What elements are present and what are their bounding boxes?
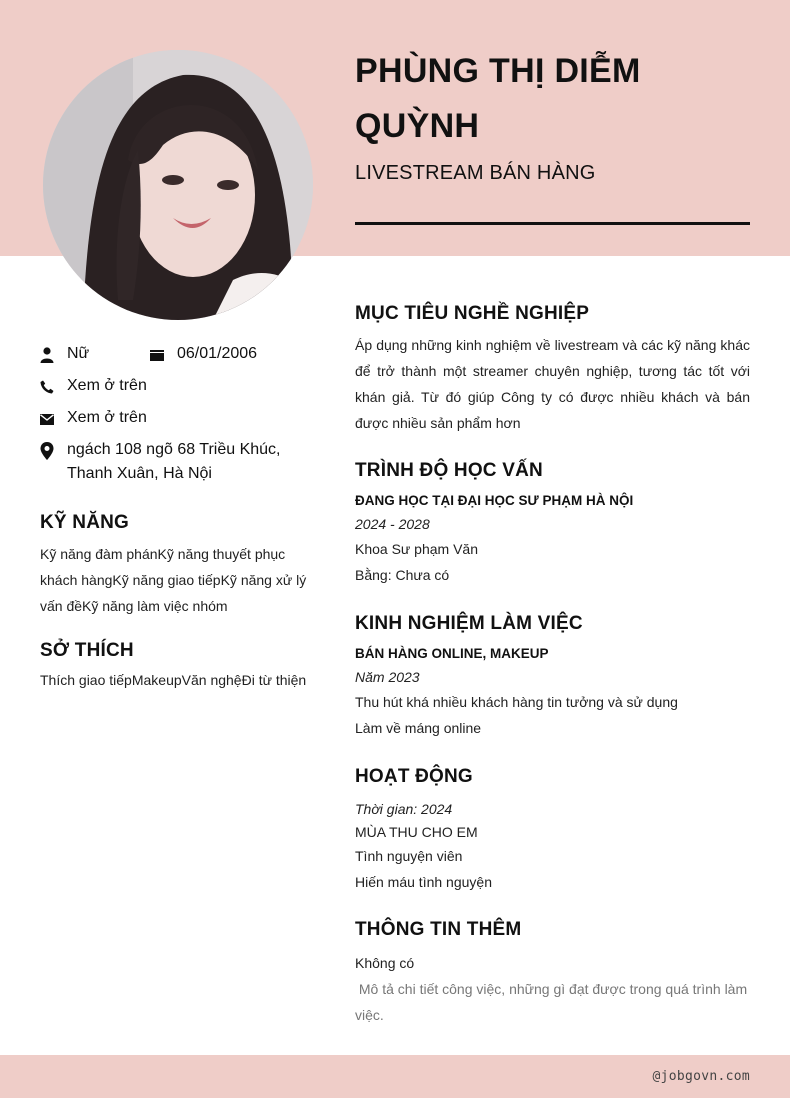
- school-name: ĐANG HỌC TẠI ĐẠI HỌC SƯ PHẠM HÀ NỘI: [355, 493, 634, 508]
- activities-time: Thời gian: 2024: [355, 801, 453, 817]
- phone-icon: [40, 379, 54, 395]
- address-row: [40, 441, 300, 486]
- email-value: Xem ở trên: [67, 409, 147, 426]
- activities-heading: HOẠT ĐỘNG: [355, 766, 473, 787]
- activities-line-2: Hiến máu tình nguyện: [355, 874, 492, 890]
- skills-text: Kỹ năng đàm phánKỹ năng thuyết phục khách hàngKỹ năng giao tiếpKỹ năng xử lý vấn đềKỹ năng làm việc nhóm: [40, 546, 307, 614]
- experience-heading: KINH NGHIỆM LÀM VIỆC: [355, 613, 583, 634]
- experience-line-2: Làm về máng online: [355, 720, 482, 736]
- title-divider: [355, 222, 750, 225]
- skills-section: [40, 511, 315, 619]
- footer-brand: @jobgovn.com: [652, 1069, 750, 1084]
- hobbies-text: Thích giao tiếpMakeupVăn nghệĐi từ thiện: [40, 672, 307, 688]
- education-period: 2024 - 2028: [355, 516, 430, 532]
- gender-row: [40, 345, 89, 366]
- experience-role: BÁN HÀNG ONLINE, MAKEUP: [355, 646, 549, 661]
- experience-line-1: Thu hút khá nhiều khách hàng tin tưởng và sử dụng: [355, 694, 678, 710]
- birthday-row: [150, 345, 257, 366]
- objective-text: Áp dụng những kinh nghiệm về livestream và các kỹ năng khác để trở thành một streamer chuyên nghiệp, tương tác tốt với khán giả. Từ đó giúp Công ty có được nhiều khách và bán được nhiều sản phẩm hơn: [355, 337, 750, 431]
- education-section: [355, 459, 750, 588]
- experience-period: Năm 2023: [355, 669, 420, 685]
- birthday-value: 06/01/2006: [177, 345, 258, 362]
- additional-value: Không có: [355, 955, 415, 971]
- email-row: [40, 409, 147, 430]
- phone-row: [40, 377, 147, 398]
- hobbies-section: [40, 639, 315, 693]
- candidate-name: PHÙNG THỊ DIỄM QUỲNH: [355, 52, 641, 145]
- education-degree: Bằng: Chưa có: [355, 567, 450, 583]
- objective-heading: MỤC TIÊU NGHỀ NGHIỆP: [355, 303, 590, 324]
- location-pin-icon: [40, 443, 54, 459]
- activities-section: [355, 765, 750, 895]
- additional-heading: THÔNG TIN THÊM: [355, 919, 522, 940]
- objective-section: [355, 302, 750, 436]
- skills-heading: KỸ NĂNG: [40, 512, 130, 533]
- calendar-icon: [150, 347, 164, 363]
- job-title: LIVESTREAM BÁN HÀNG: [355, 162, 596, 184]
- activities-line-1: Tình nguyện viên: [355, 848, 463, 864]
- experience-section: [355, 612, 750, 741]
- education-heading: TRÌNH ĐỘ HỌC VẤN: [355, 460, 543, 481]
- gender-value: Nữ: [67, 345, 90, 362]
- address-value: ngách 108 ngõ 68 Triều Khúc, Thanh Xuân, Hà Nội: [67, 441, 281, 482]
- profile-photo: [43, 50, 313, 320]
- person-icon: [40, 347, 54, 363]
- additional-hint: Mô tả chi tiết công việc, những gì đạt được trong quá trình làm việc.: [355, 981, 752, 1023]
- hobbies-heading: SỞ THÍCH: [40, 640, 134, 661]
- education-major: Khoa Sư phạm Văn: [355, 541, 479, 557]
- mail-icon: [40, 411, 54, 427]
- additional-section: [355, 918, 750, 1028]
- activities-name: MÙA THU CHO EM: [355, 824, 478, 840]
- phone-value: Xem ở trên: [67, 377, 147, 394]
